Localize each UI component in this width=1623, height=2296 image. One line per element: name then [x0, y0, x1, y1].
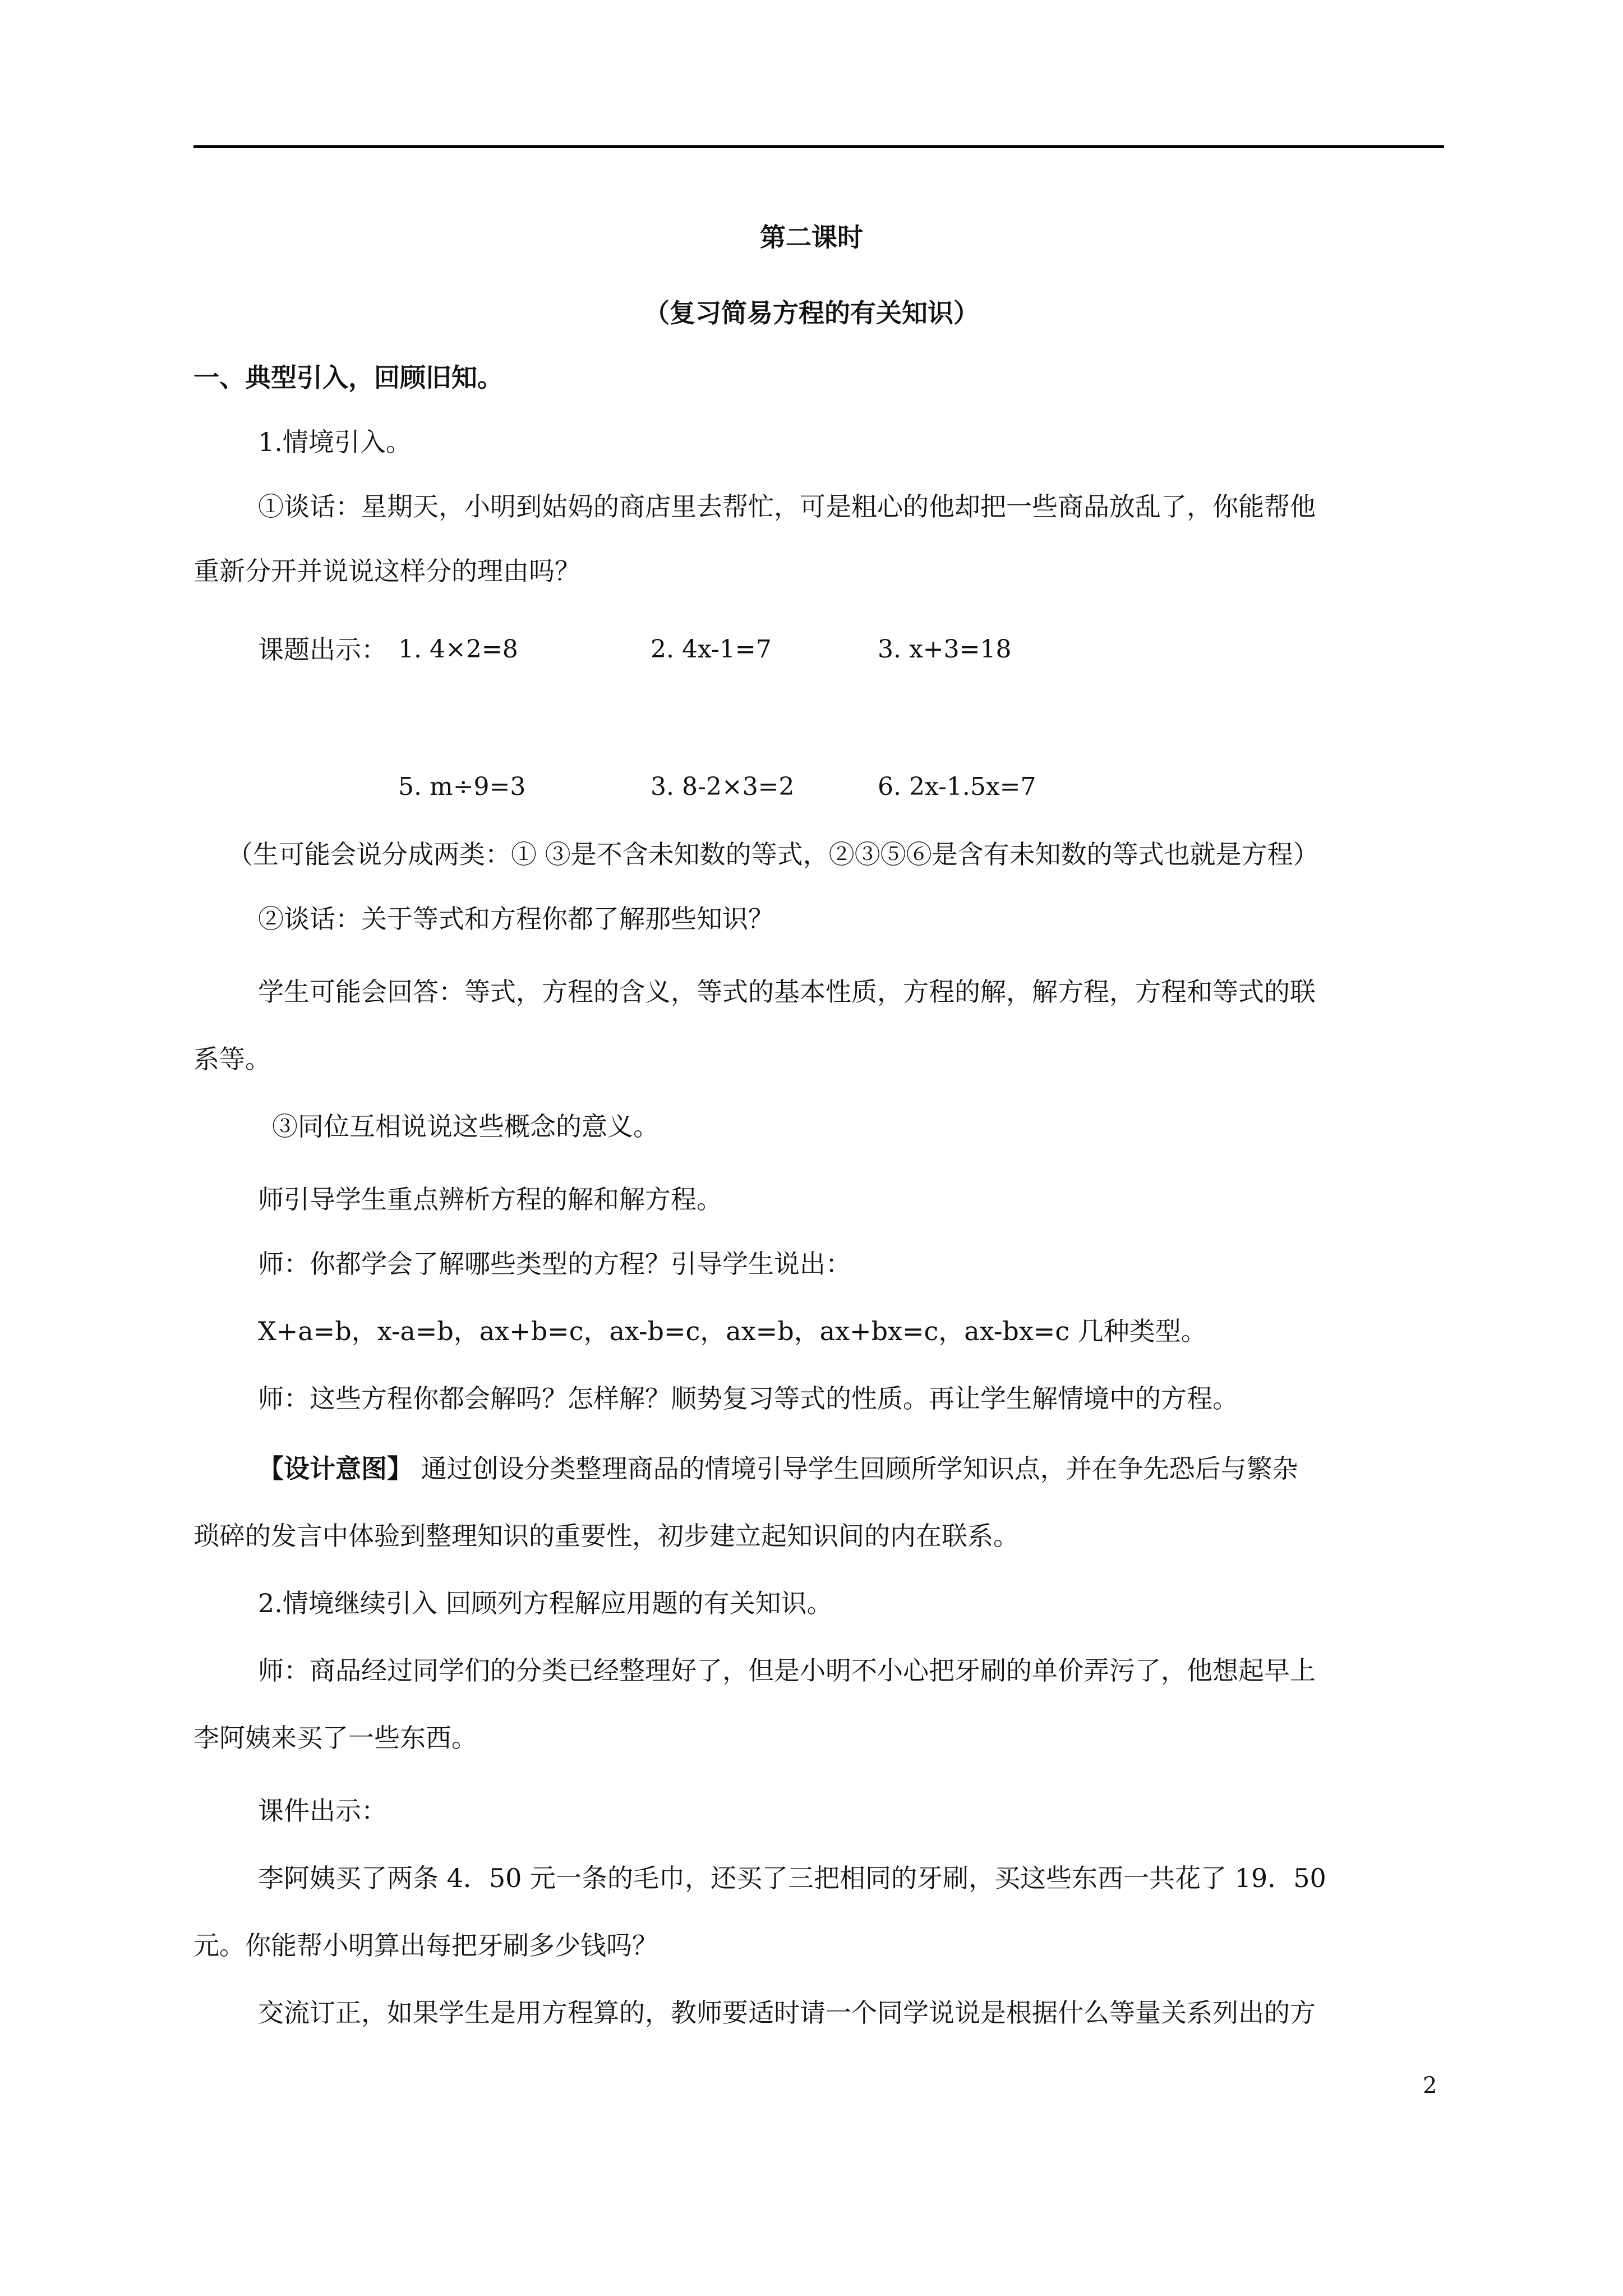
equation-5: 3. 8-2×3=2 [651, 772, 795, 801]
problem-line-a: 李阿姨买了两条 4．50 元一条的毛巾，还买了三把相同的牙刷，买这些东西一共花了 19．50 [258, 1863, 1326, 1893]
section-heading-1: 一、典型引入，回顾旧知。 [193, 362, 503, 393]
page-number: 2 [1423, 2073, 1437, 2099]
design-intent-line-a [258, 1453, 1298, 1484]
teacher-guide: 师引导学生重点辨析方程的解和解方程。 [258, 1184, 722, 1214]
courseware-label: 课件出示： [258, 1796, 387, 1826]
design-intent-label: 【设计意图】 [258, 1453, 413, 1484]
teacher-story-b: 李阿姨来买了一些东西。 [193, 1723, 477, 1753]
item-2: 2.情境继续引入 回顾列方程解应用题的有关知识。 [258, 1588, 833, 1618]
topic-label: 课题出示： [258, 634, 387, 665]
answer-line-b: 系等。 [193, 1044, 271, 1074]
talk-3: ③同位互相说说这些概念的意义。 [272, 1111, 659, 1142]
header-rule [193, 145, 1444, 148]
design-intent-line-b: 琐碎的发言中体验到整理知识的重要性，初步建立起知识间的内在联系。 [193, 1521, 1019, 1551]
talk-1-line-b: 重新分开并说说这样分的理由吗？ [193, 556, 580, 586]
teacher-question: 师：你都学会了解哪些类型的方程？引导学生说出： [258, 1249, 851, 1279]
problem-line-b: 元。你能帮小明算出每把牙刷多少钱吗？ [193, 1930, 658, 1961]
student-classification: （生可能会说分成两类：① ③是不含未知数的等式，②③⑤⑥是含有未知数的等式也就是方程） [227, 839, 1319, 869]
equation-3: 3. x+3=18 [878, 635, 1012, 664]
equation-4: 5. m÷9=3 [398, 772, 526, 801]
lesson-subtitle: （复习简易方程的有关知识） [644, 298, 979, 328]
talk-1-line-a: ①谈话：星期天，小明到姑妈的商店里去帮忙，可是粗心的他却把一些商品放乱了，你能帮他 [258, 491, 1316, 522]
answer-line-a: 学生可能会回答：等式，方程的含义，等式的基本性质，方程的解，解方程，方程和等式的联 [258, 977, 1316, 1007]
design-intent-text-a: 通过创设分类整理商品的情境引导学生回顾所学知识点，并在争先恐后与繁杂 [413, 1453, 1298, 1484]
teacher-story-a: 师：商品经过同学们的分类已经整理好了，但是小明不小心把牙刷的单价弄污了，他想起早上 [258, 1655, 1316, 1686]
equation-types: X+a=b，x-a=b，ax+b=c，ax-b=c，ax=b，ax+bx=c，ax-bx=c 几种类型。 [258, 1316, 1207, 1346]
discussion-line: 交流订正，如果学生是用方程算的，教师要适时请一个同学说说是根据什么等量关系列出的方 [258, 1998, 1316, 2028]
lesson-title: 第二课时 [760, 222, 863, 252]
teacher-solve: 师：这些方程你都会解吗？怎样解？顺势复习等式的性质。再让学生解情境中的方程。 [258, 1383, 1238, 1414]
equation-2: 2. 4x-1=7 [651, 635, 772, 664]
item-1: 1.情境引入。 [258, 427, 412, 457]
equation-1: 1. 4×2=8 [398, 635, 518, 664]
talk-2: ②谈话：关于等式和方程你都了解那些知识？ [258, 904, 774, 934]
equation-6: 6. 2x-1.5x=7 [878, 772, 1036, 801]
